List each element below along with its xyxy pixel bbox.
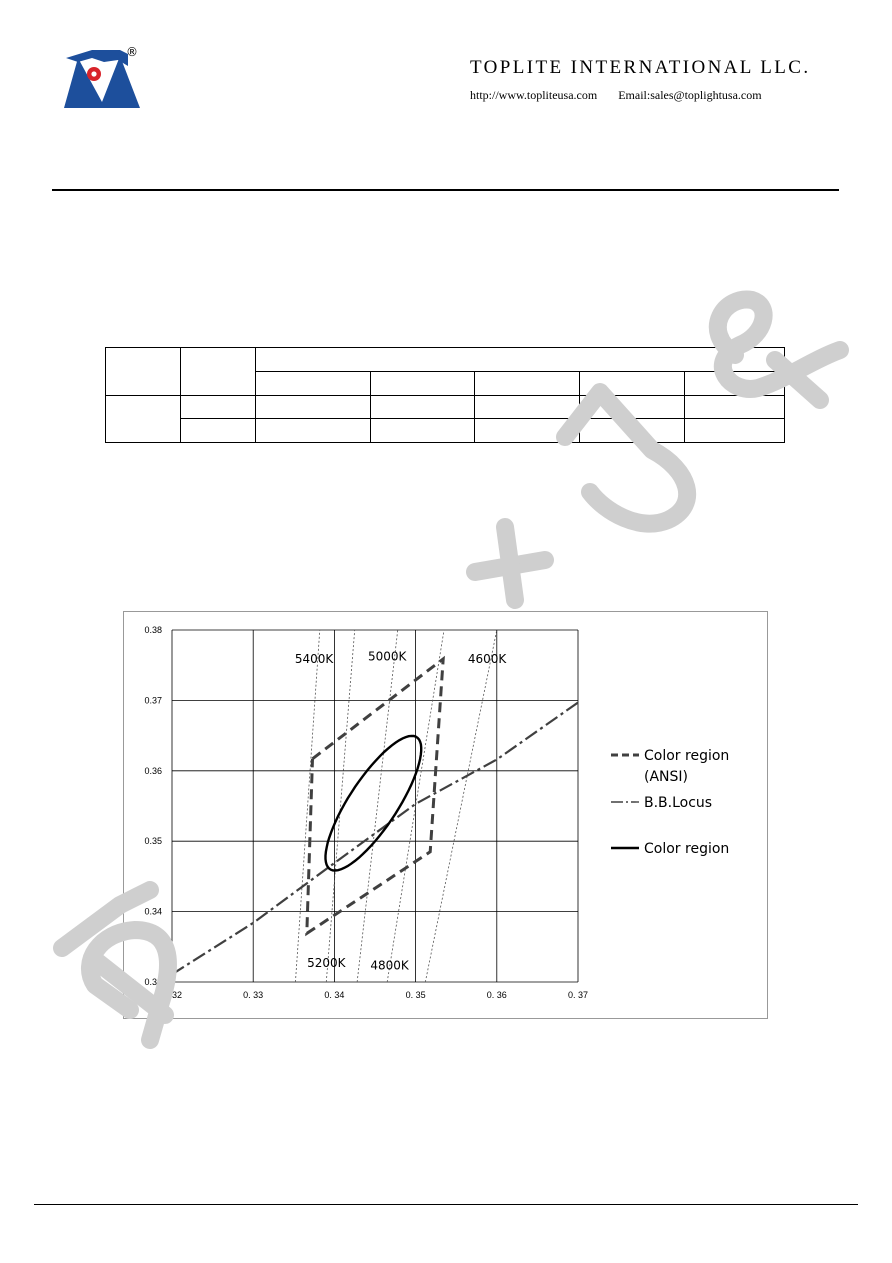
header-divider bbox=[52, 189, 839, 191]
isotherm-line bbox=[295, 630, 319, 982]
cct-label: 4600K bbox=[467, 652, 507, 667]
cct-label: 5200K bbox=[307, 956, 346, 971]
bb-locus-line bbox=[172, 703, 578, 975]
website-link[interactable]: http://www.topliteusa.com bbox=[470, 88, 598, 102]
registered-mark: ® bbox=[126, 45, 138, 59]
table-cell bbox=[685, 395, 785, 419]
table-cell bbox=[580, 419, 685, 443]
table-cell bbox=[371, 395, 475, 419]
y-tick-label: 0.34 bbox=[144, 906, 162, 917]
x-tick-label: 0. 34 bbox=[324, 990, 345, 1000]
cct-label: 5000K bbox=[367, 649, 407, 664]
x-tick-label: 0. 32 bbox=[161, 990, 183, 1000]
cct-label: 5400K bbox=[294, 652, 334, 667]
table-row bbox=[106, 348, 785, 372]
isotherm-line bbox=[425, 630, 496, 982]
email-address[interactable]: Email:sales@toplightusa.com bbox=[618, 88, 762, 102]
spec-table bbox=[105, 347, 785, 443]
table-cell bbox=[181, 419, 256, 443]
table-cell bbox=[181, 395, 256, 419]
color-region-ellipse bbox=[326, 736, 422, 871]
table-row bbox=[106, 419, 785, 443]
table-cell bbox=[475, 395, 580, 419]
table-cell bbox=[256, 419, 371, 443]
chromaticity-chart bbox=[123, 611, 768, 1019]
table-cell bbox=[475, 419, 580, 443]
contact-line bbox=[470, 88, 762, 103]
legend-label: B.B.Locus bbox=[644, 795, 713, 811]
table-cell bbox=[685, 371, 785, 395]
cct-label: 4800K bbox=[370, 958, 409, 973]
table-cell bbox=[371, 419, 475, 443]
company-name: TOPLITE INTERNATIONAL LLC. bbox=[470, 57, 811, 78]
table-cell bbox=[256, 371, 371, 395]
x-tick-label: 0. 36 bbox=[486, 990, 507, 1000]
legend-label: Color region bbox=[644, 841, 730, 857]
y-tick-label: 0.38 bbox=[144, 625, 162, 635]
y-tick-label: 0.33 bbox=[144, 977, 162, 987]
footer-divider bbox=[34, 1204, 858, 1205]
table-cell bbox=[580, 395, 685, 419]
x-tick-label: 0. 37 bbox=[567, 990, 589, 1000]
logo-mountain-shape bbox=[64, 56, 140, 108]
x-tick-label: 0. 33 bbox=[243, 990, 264, 1000]
table-cell bbox=[106, 395, 181, 443]
table-row bbox=[106, 395, 785, 419]
table-cell bbox=[475, 371, 580, 395]
y-tick-label: 0.36 bbox=[144, 765, 162, 776]
isotherm-line bbox=[326, 630, 354, 982]
x-tick-label: 0. 35 bbox=[405, 990, 426, 1000]
table-cell bbox=[580, 371, 685, 395]
isotherm-line bbox=[357, 630, 398, 982]
y-tick-label: 0.37 bbox=[144, 695, 162, 706]
company-logo bbox=[62, 44, 142, 110]
table-cell bbox=[371, 371, 475, 395]
table-cell bbox=[256, 395, 371, 419]
y-tick-label: 0.35 bbox=[144, 836, 162, 847]
legend-label: Color region bbox=[644, 748, 730, 764]
table-cell bbox=[106, 348, 181, 396]
chart-svg bbox=[124, 612, 767, 1018]
table-cell bbox=[685, 419, 785, 443]
legend-label: (ANSI) bbox=[644, 769, 688, 785]
table-cell bbox=[256, 348, 785, 372]
table-cell bbox=[181, 348, 256, 396]
